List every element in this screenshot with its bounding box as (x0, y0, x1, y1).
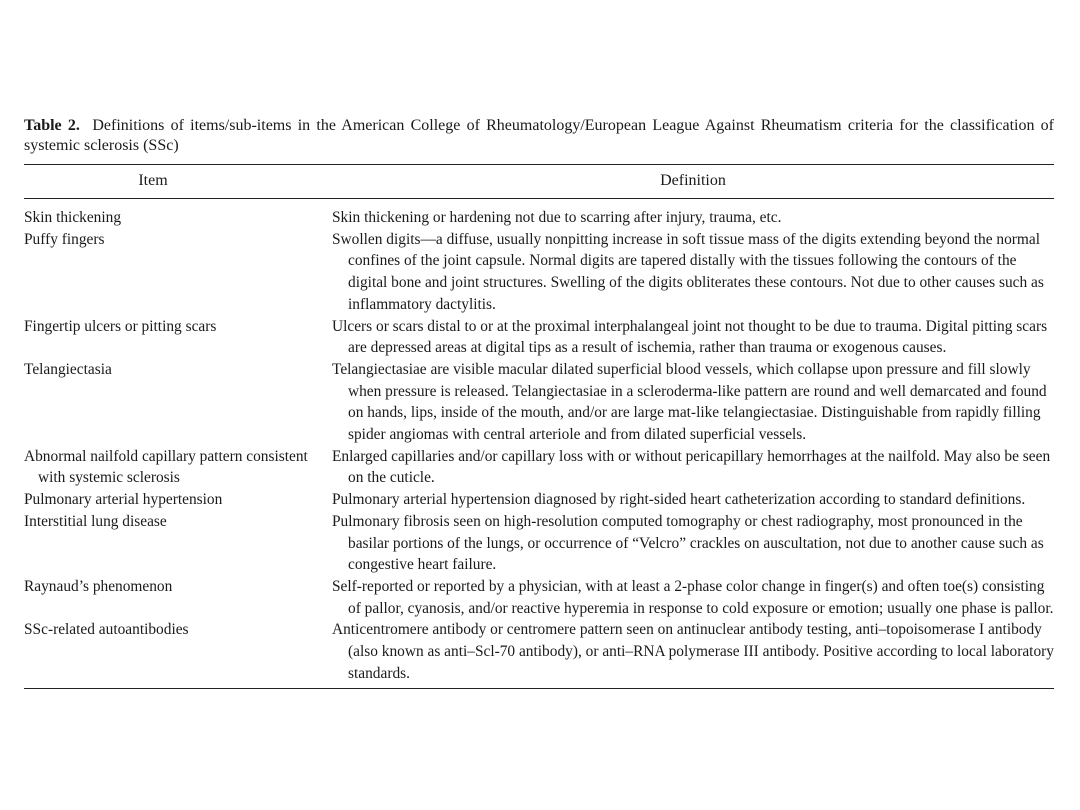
row-definition: Skin thickening or hardening not due to scarring after injury, trauma, etc. (332, 209, 782, 226)
row-item: Pulmonary arterial hypertension (24, 491, 223, 509)
column-header-item: Item (138, 172, 168, 189)
table-row (24, 489, 1054, 511)
row-item: SSc-related autoantibodies (24, 621, 189, 639)
table-bottom-rule (24, 688, 1054, 689)
row-item: Fingertip ulcers or pitting scars (24, 317, 217, 335)
table-row (24, 576, 1054, 619)
row-definition: Pulmonary arterial hypertension diagnosed by right-sided heart catheterization according to standard definitions. (332, 491, 1026, 509)
table-header-row (24, 165, 1054, 198)
row-item: Abnormal nailfold capillary pattern consistent with systemic sclerosis (24, 447, 308, 487)
row-definition: Ulcers or scars distal to or at the proximal interphalangeal joint not thought to be due to trauma. Digital pitting scars are depressed areas at digital tips as a result of ischemia, rather than trauma or exogenous causes. (332, 317, 1048, 357)
table-row (24, 446, 1054, 489)
row-definition: Self-reported or reported by a physician, with at least a 2-phase color change in finger(s) and often toe(s) consisting of pallor, cyanosis, and/or reactive hyperemia in response to cold exposure or emotion; usually one phase is pallor. (332, 577, 1054, 617)
table-row (24, 229, 1054, 316)
row-definition: Pulmonary fibrosis seen on high-resolution computed tomography or chest radiography, most pronounced in the basilar portions of the lungs, or occurrence of “Velcro” crackles on auscultation, not due to another cause such as congestive heart failure. (332, 512, 1044, 574)
table-caption (24, 116, 1054, 156)
row-item: Telangiectasia (24, 360, 112, 378)
row-item: Skin thickening (24, 209, 122, 226)
row-definition: Enlarged capillaries and/or capillary loss with or without pericapillary hemorrhages at the nailfold. May also be seen on the cuticle. (332, 447, 1051, 487)
row-definition: Telangiectasiae are visible macular dilated superficial blood vessels, which collapse upon pressure and fill slowly when pressure is released. Telangiectasiae in a scleroderma-like pattern are round and well demarcated and found on hands, lips, inside of the mouth, and/or are large mat-like telangiectasiae. Distinguishable from rapidly filling spider angiomas with central arteriole and from dilated superficial vessels. (332, 360, 1047, 444)
row-definition: Anticentromere antibody or centromere pattern seen on antinuclear antibody testing, anti–topoisomerase I antibody (also known as anti–Scl-70 antibody), or anti–RNA polymerase III antibody. Positive according to local laboratory standards. (332, 621, 1054, 682)
table-row (24, 207, 1054, 229)
table-number: Table 2. (24, 117, 80, 134)
table-row (24, 619, 1054, 684)
caption-text: Definitions of items/sub-items in the American College of Rheumatology/European League Against Rheumatism criteria for the classification of systemic sclerosis (SSc) (24, 117, 1055, 154)
row-item: Raynaud’s phenomenon (24, 577, 173, 595)
row-item: Puffy fingers (24, 230, 105, 248)
table-body (24, 199, 1054, 684)
table-row (24, 316, 1054, 359)
column-header-definition: Definition (660, 172, 726, 189)
row-definition: Swollen digits—a diffuse, usually nonpitting increase in soft tissue mass of the digits extending beyond the normal confines of the joint capsule. Normal digits are tapered distally with the tissues following the contours of the digital bone and joint structures. Swelling of the digits obliterates these contours. Not due to other causes such as inflammatory dactylitis. (332, 230, 1044, 313)
table-row (24, 511, 1054, 576)
row-item: Interstitial lung disease (24, 512, 167, 530)
table-row (24, 359, 1054, 446)
document-page (24, 116, 1054, 689)
